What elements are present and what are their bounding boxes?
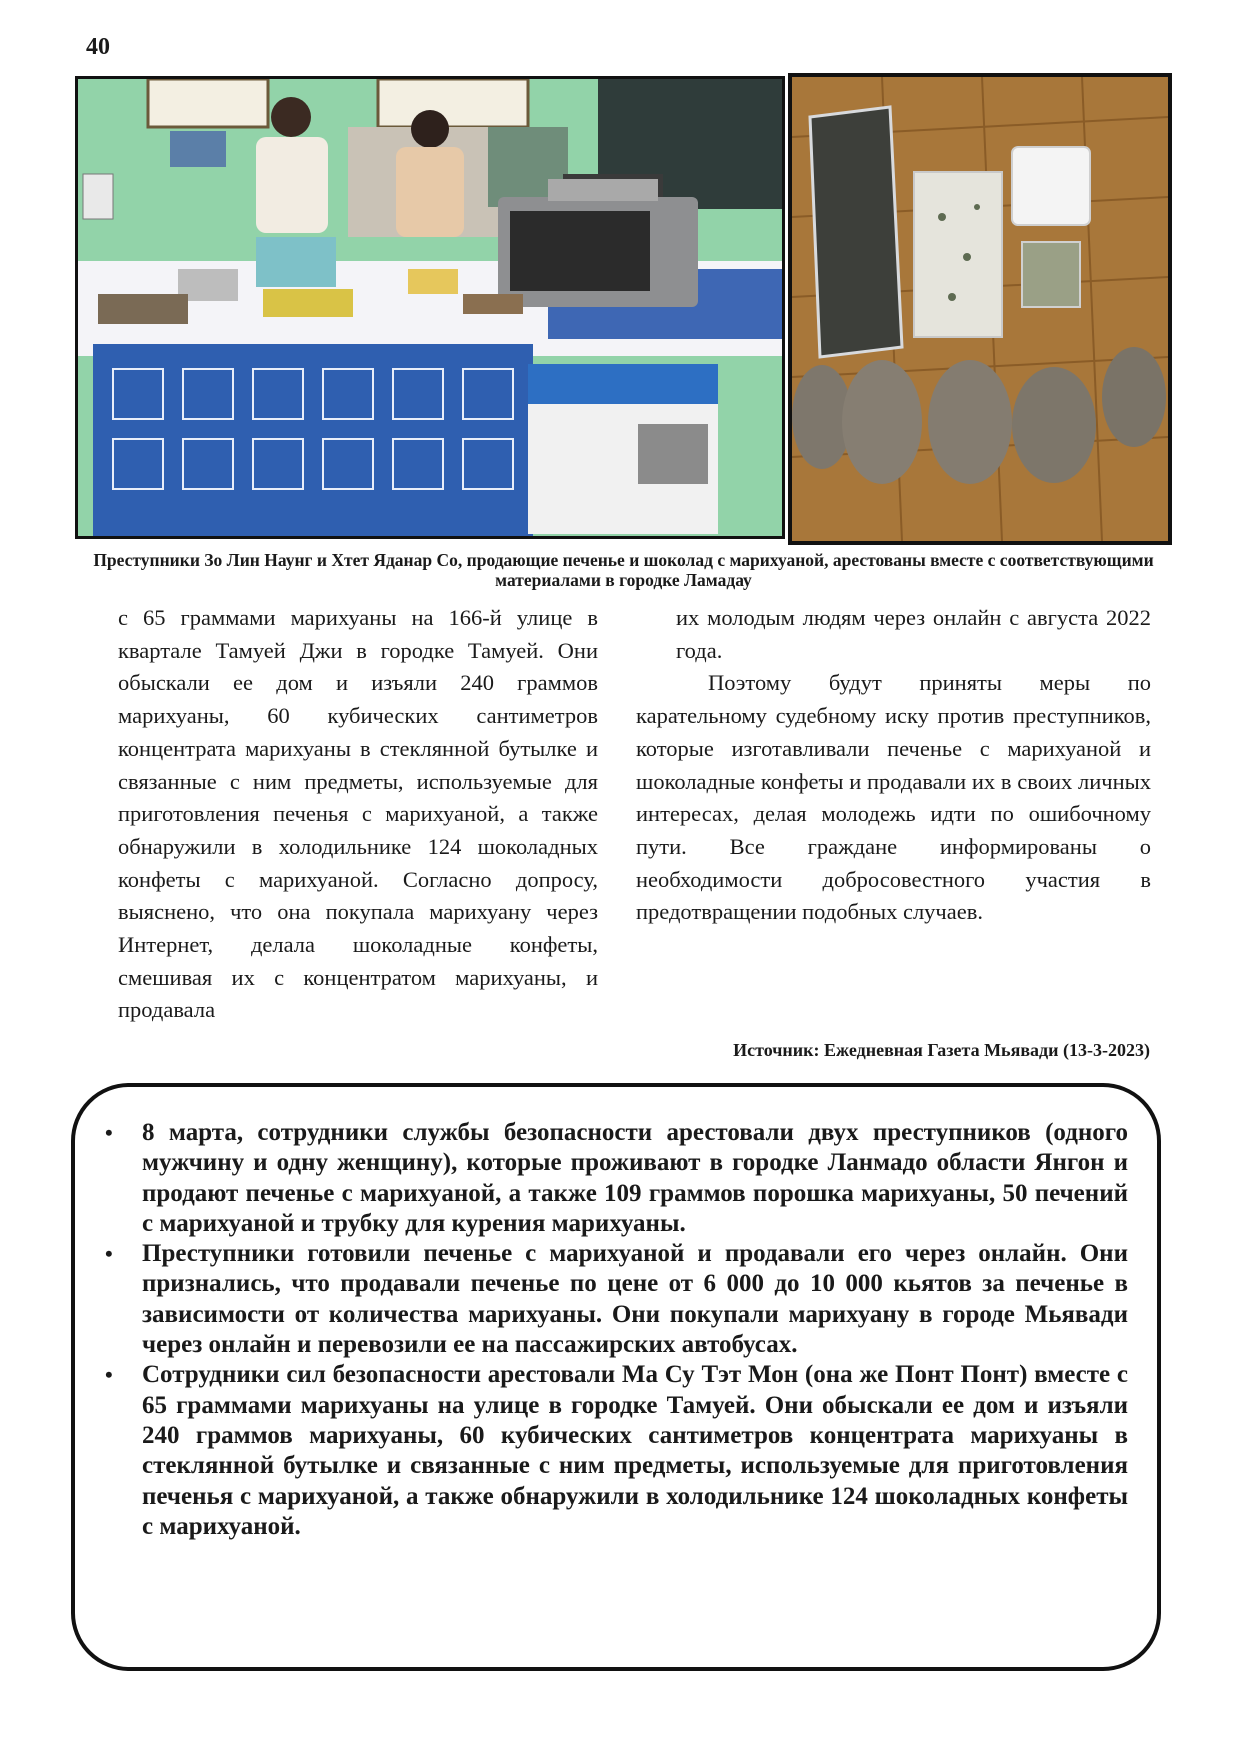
arrest-scene-illustration <box>78 79 782 536</box>
bullet-icon: • <box>105 1362 113 1388</box>
summary-item <box>100 1360 1128 1542</box>
article-paragraph: с 65 граммами марихуаны на 166-й улице в квартале Тамуей Джи в городке Тамуей. Они обыскали ее дом и изъяли 240 граммов марихуаны, 60 кубических сантиметров концентрата марихуаны в стеклянной бутылке и связанные с ним предметы, используемые для приготовления печенья с марихуаной, а также обнаружили в холодильнике 124 шоколадных конфеты с марихуаной. Согласно допросу, выяснено, что она покупала марихуану через Интернет, делала шоколадные конфеты, смешивая их с концентратом марихуаны, и продавала <box>118 605 598 1023</box>
article-paragraph: Поэтому будут приняты меры по карательному судебному иску против преступников, которые изготавливали печенье с марихуаной и шоколадные конфеты и продавали их в своих личных интересах, делая молодежь идти по ошибочному пути. Все граждане информированы о необходимости добросовестного участия в предотвращении подобных случаев. <box>636 670 1151 925</box>
photo-caption: Преступники Зо Лин Наунг и Хтет Яданар Со, продающие печенье и шоколад с марихуаной, арестованы вместе с соответствующими материалами в городке Ламадау <box>93 550 1154 590</box>
photo-arrest-scene <box>75 76 785 539</box>
photo-seized-items <box>788 73 1172 545</box>
summary-item-text: Сотрудники сил безопасности арестовали Ма Су Тэт Мон (она же Понт Понт) вместе с 65 граммами марихуаны на улице в городке Тамуей. Они обыскали ее дом и изъяли 240 граммов марихуаны, 60 кубических сантиметров концентрата марихуаны в стеклянной бутылке и связанные с ним предметы, используемые для приготовления печенья с марихуаной, а также обнаружили в холодильнике 124 шоколадных конфеты с марихуаной. <box>142 1361 1128 1540</box>
summary-item <box>100 1118 1128 1239</box>
summary-list <box>100 1118 1128 1542</box>
summary-item-text: 8 марта, сотрудники службы безопасности арестовали двух преступников (одного мужчину и одну женщину), которые проживают в городке Ланмадо области Янгон и продают печенье с марихуаной, а также 109 граммов порошка марихуаны, 50 печений с марихуаной и трубку для курения марихуаны. <box>142 1119 1128 1237</box>
article-right-column <box>636 602 1151 929</box>
summary-item-text: Преступники готовили печенье с марихуаной и продавали его через онлайн. Они признались, что продавали печенье по цене от 6 000 до 10 000 кьятов за печенье в зависимости от количества марихуаны. Они покупали марихуану в городе Мьявади через онлайн и перевозили ее на пассажирских автобусах. <box>142 1240 1128 1359</box>
article-left-column <box>118 602 598 1027</box>
summary-item <box>100 1239 1128 1360</box>
bullet-icon: • <box>105 1120 113 1145</box>
page-number: 40 <box>86 34 110 60</box>
seized-items-illustration <box>792 77 1168 541</box>
source-line: Источник: Ежедневная Газета Мьявади (13-3-2023) <box>733 1040 1150 1060</box>
article-paragraph-continuation: их молодым людям через онлайн с августа 2022 года. <box>676 605 1151 663</box>
bullet-icon: • <box>105 1241 113 1267</box>
